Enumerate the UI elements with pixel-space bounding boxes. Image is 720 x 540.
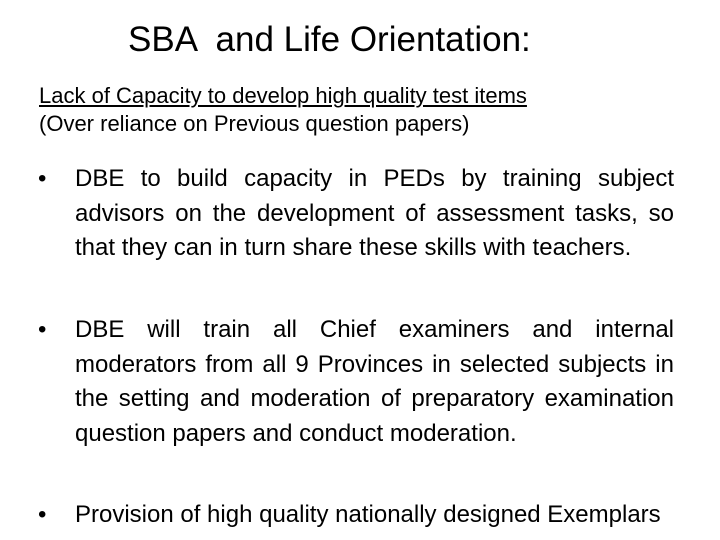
bullet-text: Provision of high quality nationally designed Exemplars [75, 501, 661, 528]
slide-title: SBA and Life Orientation: [128, 20, 531, 59]
bullet-dot-icon: • [38, 501, 47, 528]
bullet-text: DBE will train all Chief examiners and internal moderators from all 9 Provinces in selected subjects in the setting and moderation of preparatory examination question papers and conduct moderation. [75, 316, 674, 447]
bullet-text: DBE to build capacity in PEDs by training subject advisors on the development of assessment tasks, so that they can in turn share these skills with teachers. [75, 165, 674, 261]
bullet-dot-icon: • [38, 316, 47, 343]
subheading-line-1: Lack of Capacity to develop high quality test items [39, 83, 527, 108]
bullet-item [38, 313, 674, 451]
subheading-line-2: (Over reliance on Previous question papers) [39, 111, 470, 136]
bullet-item [38, 498, 674, 533]
bullet-item [38, 162, 674, 266]
bullet-dot-icon: • [38, 165, 47, 192]
subheading [39, 82, 699, 138]
